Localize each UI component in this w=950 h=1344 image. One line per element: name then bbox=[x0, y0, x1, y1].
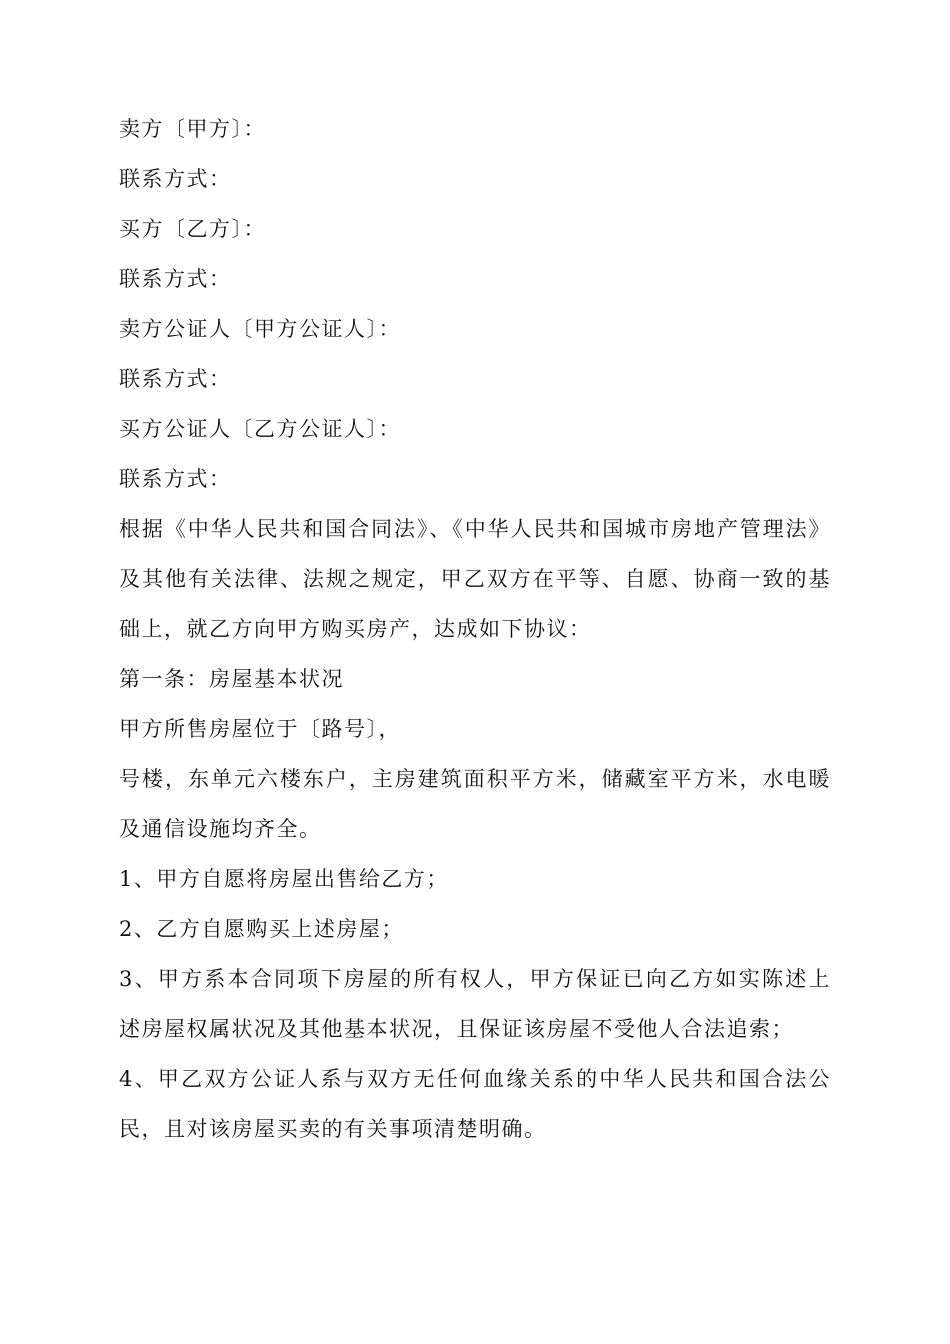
article-one-heading: 第一条：房屋基本状况 bbox=[119, 667, 344, 691]
clause-item-1: 1、甲方自愿将房屋出售给乙方； bbox=[119, 867, 449, 891]
clause-item-4: 4、甲乙双方公证人系与双方无任何血缘关系的中华人民共和国合法公民，且对该房屋买卖的有关事项清楚明确。 bbox=[119, 1067, 831, 1141]
buyer-notary-contact-label: 联系方式： bbox=[119, 467, 232, 491]
seller-contact-label: 联系方式： bbox=[119, 167, 232, 191]
preamble-paragraph: 根据《中华人民共和国合同法》、《中华人民共和国城市房地产管理法》及其他有关法律、法规之规定，甲乙双方在平等、自愿、协商一致的基础上，就乙方向甲方购买房产，达成如下协议： bbox=[119, 517, 831, 641]
property-details-paragraph: 号楼，东单元六楼东户，主房建筑面积平方米，储藏室平方米，水电暖及通信设施均齐全。 bbox=[119, 767, 831, 841]
buyer-contact-label: 联系方式： bbox=[119, 267, 232, 291]
seller-notary-contact-label: 联系方式： bbox=[119, 367, 232, 391]
document-body bbox=[119, 104, 831, 1154]
property-location: 甲方所售房屋位于〔路号〕， bbox=[119, 717, 401, 741]
seller-notary-label: 卖方公证人〔甲方公证人〕： bbox=[119, 317, 401, 341]
buyer-notary-label: 买方公证人〔乙方公证人〕： bbox=[119, 417, 401, 441]
clause-item-2: 2、乙方自愿购买上述房屋； bbox=[119, 917, 404, 941]
clause-item-3: 3、甲方系本合同项下房屋的所有权人，甲方保证已向乙方如实陈述上述房屋权属状况及其他基本状况，且保证该房屋不受他人合法追索； bbox=[119, 967, 831, 1041]
buyer-label: 买方〔乙方〕： bbox=[119, 217, 266, 241]
seller-label: 卖方〔甲方〕： bbox=[119, 117, 266, 141]
